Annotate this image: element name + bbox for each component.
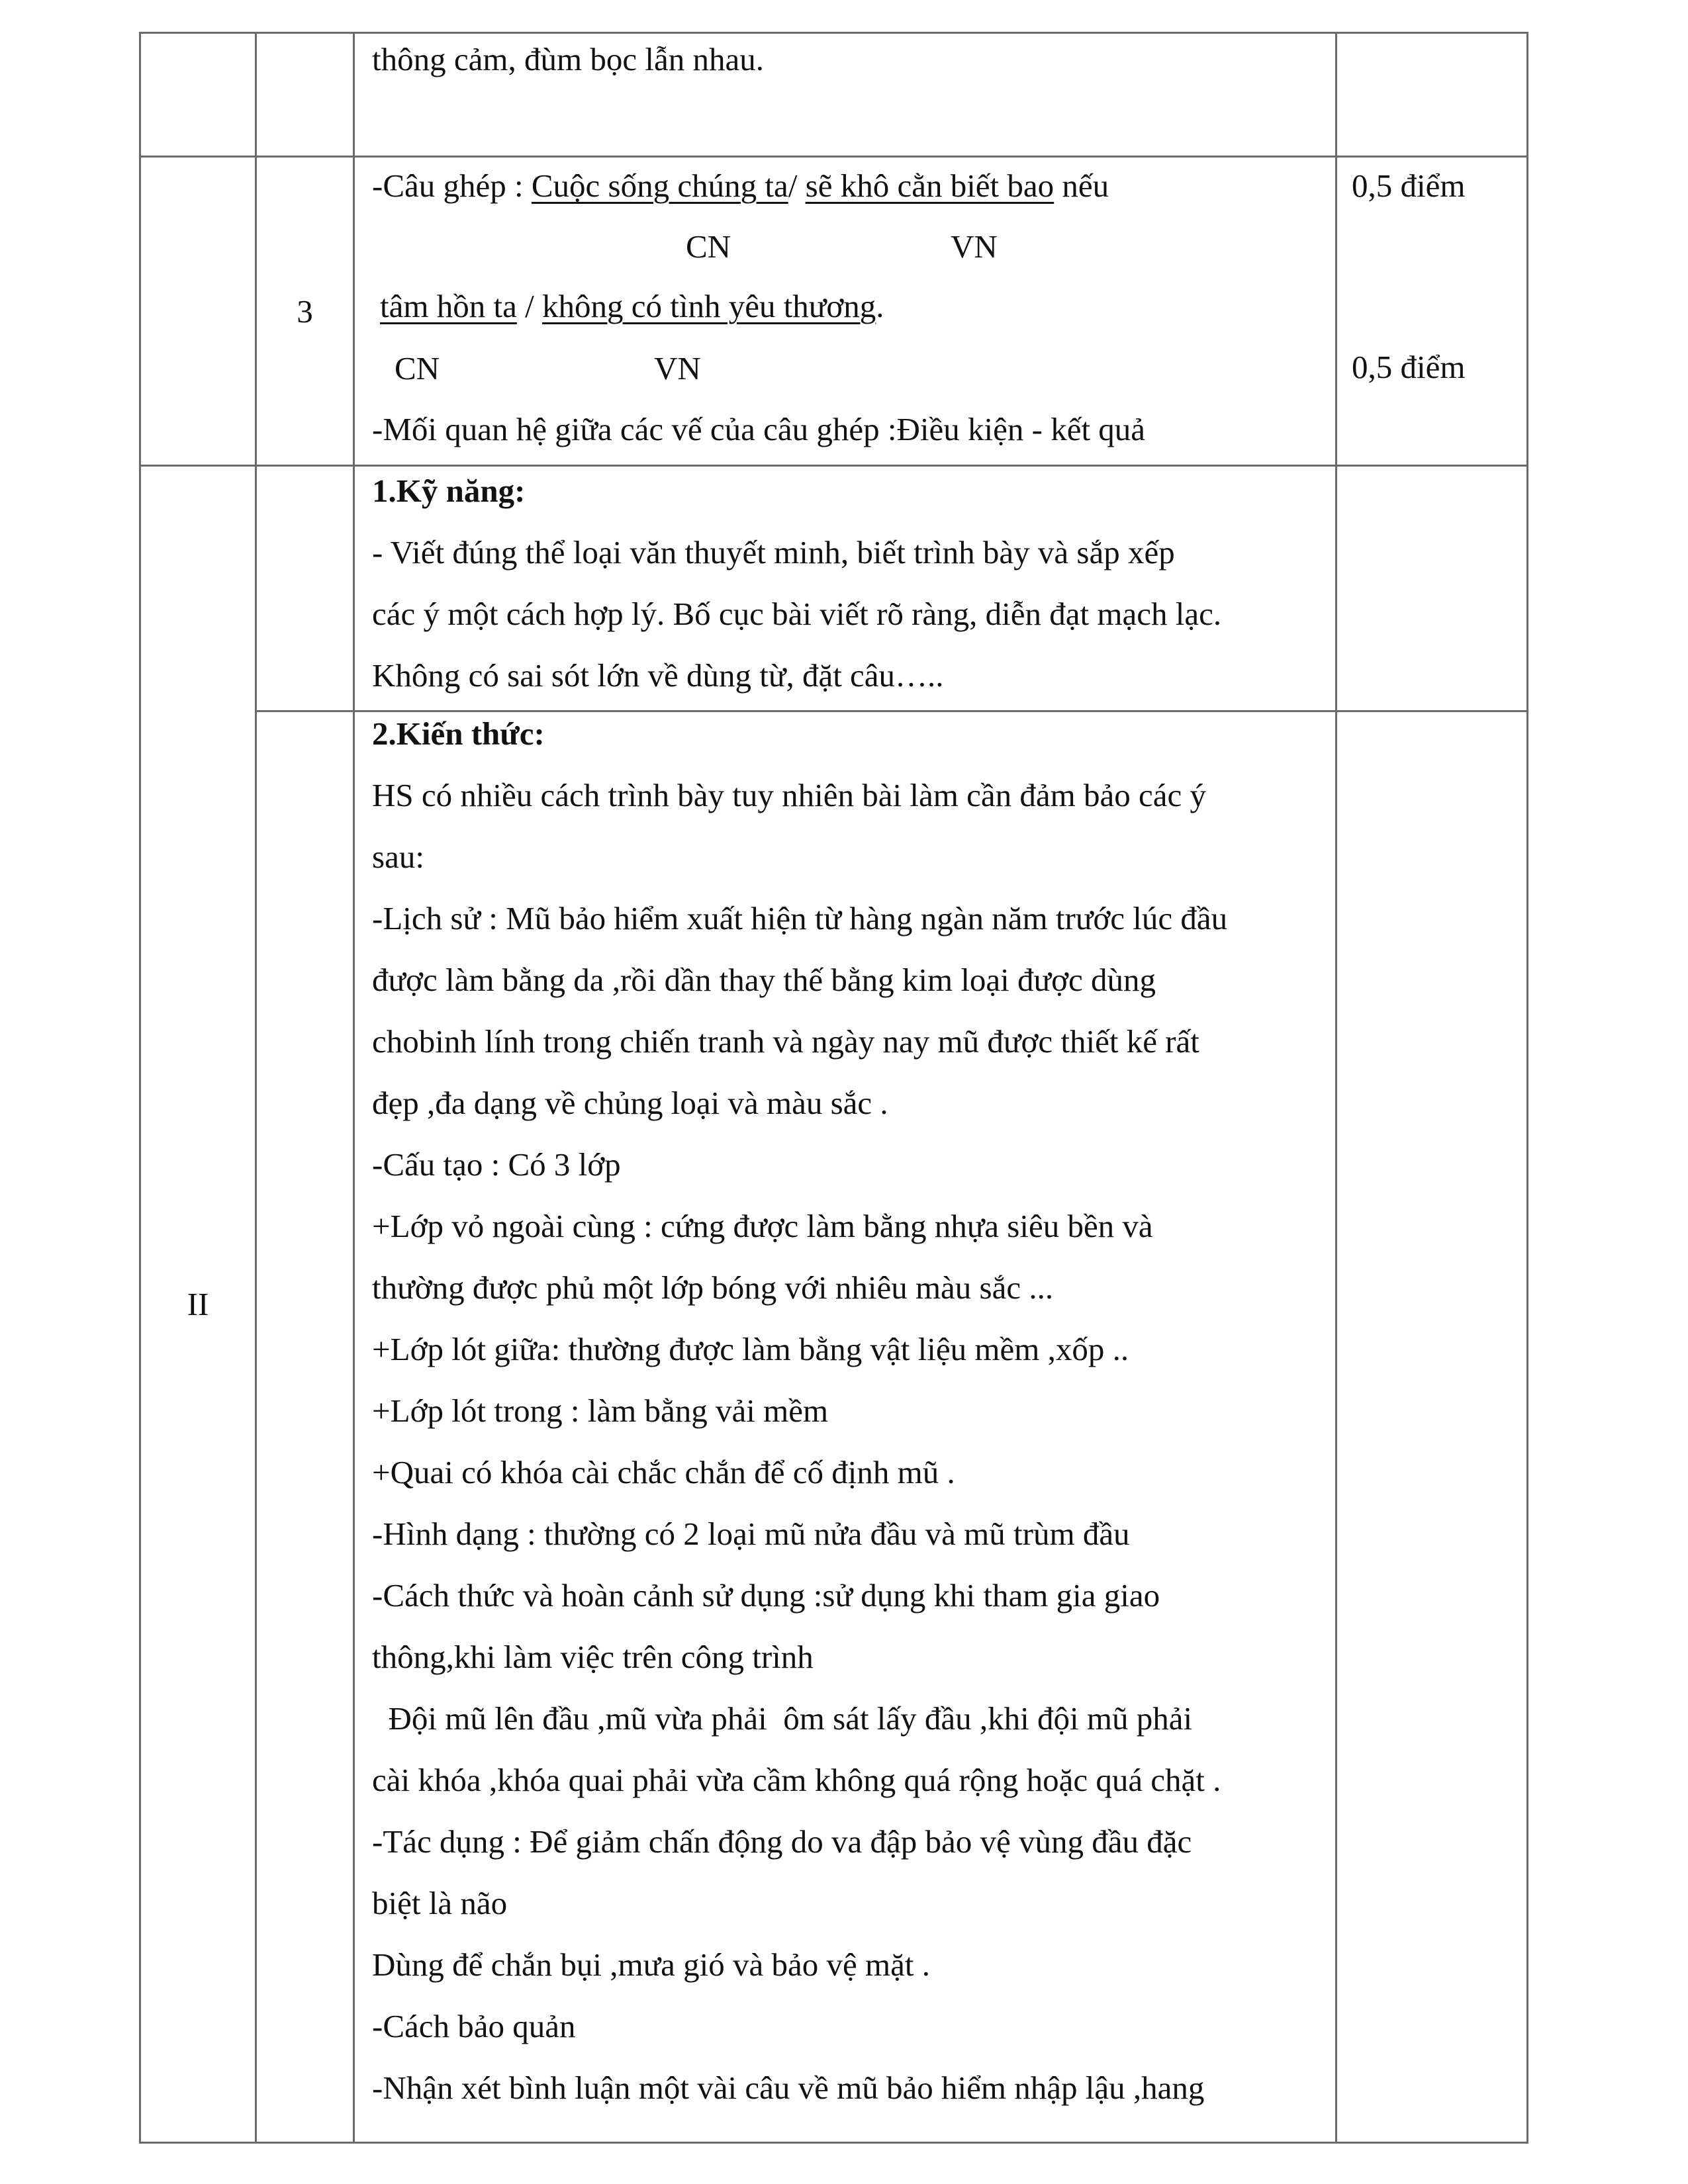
knowledge-line: -Tác dụng : Để giảm chấn động do va đập bảo vệ vùng đầu đặc bbox=[372, 1823, 1192, 1860]
knowledge-line: thường được phủ một lớp bóng với nhiêu màu sắc ... bbox=[372, 1269, 1054, 1306]
content-line: thông cảm, đùm bọc lẫn nhau. bbox=[372, 41, 764, 77]
knowledge-line: cài khóa ,khóa quai phải vừa cầm không quá rộng hoặc quá chặt . bbox=[372, 1762, 1221, 1799]
predicate-clause-1: sẽ khô cằn biết bao bbox=[805, 167, 1055, 204]
predicate-clause-2: không có tình yêu thương bbox=[541, 288, 876, 324]
knowledge-line: +Quai có khóa cài chắc chắn để cố định mũ . bbox=[372, 1454, 955, 1491]
compound-sentence-line-1: -Câu ghép : Cuộc sống chúng ta/ sẽ khô cằn biết bao nếu bbox=[372, 167, 1109, 204]
knowledge-line: -Nhận xét bình luận một vài câu về mũ bảo hiểm nhập lậu ,hang bbox=[372, 2070, 1205, 2107]
knowledge-line: -Lịch sử : Mũ bảo hiểm xuất hiện từ hàng ngàn năm trước lúc đầu bbox=[372, 900, 1228, 937]
knowledge-line: Dùng để chắn bụi ,mưa gió và bảo vệ mặt . bbox=[372, 1946, 931, 1983]
cell-number bbox=[256, 33, 354, 157]
compound-sentence-line-2: tâm hồn ta / không có tình yêu thương. bbox=[380, 288, 884, 324]
subject-clause-1: Cuộc sống chúng ta bbox=[531, 167, 788, 204]
cell-score bbox=[1336, 711, 1528, 2143]
knowledge-line: sau: bbox=[372, 839, 424, 876]
skills-line: - Viết đúng thể loại văn thuyết minh, biết trình bày và sắp xếp bbox=[372, 534, 1175, 570]
table-row-knowledge bbox=[140, 711, 1528, 2143]
table-row-skills bbox=[140, 466, 1528, 711]
cell-score bbox=[1336, 157, 1528, 466]
knowledge-line: -Cách bảo quản bbox=[372, 2008, 576, 2045]
skills-line: các ý một cách hợp lý. Bố cục bài viết rõ ràng, diễn đạt mạch lạc. bbox=[372, 596, 1222, 632]
cell-number bbox=[256, 711, 354, 2143]
clause-relation-line: -Mối quan hệ giữa các vế của câu ghép :Điều kiện - kết quả bbox=[372, 411, 1146, 447]
score-2: 0,5 điểm bbox=[1352, 349, 1466, 385]
knowledge-line: thông,khi làm việc trên công trình bbox=[372, 1639, 814, 1676]
knowledge-line: đẹp ,đa dạng về chủng loại và màu sắc . bbox=[372, 1085, 888, 1122]
subject-clause-2: tâm hồn ta bbox=[380, 288, 517, 324]
cell-section bbox=[140, 157, 256, 466]
cell-content bbox=[354, 157, 1336, 466]
label-vn-1: VN bbox=[951, 228, 998, 265]
knowledge-line: +Lớp lót trong : làm bằng vải mềm bbox=[372, 1392, 829, 1430]
cell-content bbox=[354, 33, 1336, 157]
knowledge-line: Đội mũ lên đầu ,mũ vừa phải ôm sát lấy đầu ,khi đội mũ phải bbox=[372, 1700, 1193, 1737]
knowledge-line: chobinh lính trong chiến tranh và ngày nay mũ được thiết kế rất bbox=[372, 1023, 1199, 1060]
knowledge-line: biệt là não bbox=[372, 1885, 508, 1922]
label-vn-2: VN bbox=[654, 350, 701, 387]
cell-content bbox=[354, 466, 1336, 711]
knowledge-line: +Lớp vỏ ngoài cùng : cứng được làm bằng nhựa siêu bền và bbox=[372, 1208, 1153, 1245]
skills-heading: 1.Kỹ năng: bbox=[372, 473, 526, 509]
skills-line: Không có sai sót lớn về dùng từ, đặt câu….. bbox=[372, 657, 944, 694]
table-row-continuation bbox=[140, 33, 1528, 157]
knowledge-line: HS có nhiều cách trình bày tuy nhiên bài làm cần đảm bảo các ý bbox=[372, 777, 1206, 814]
cell-score bbox=[1336, 466, 1528, 711]
label-cn-2: CN bbox=[395, 350, 440, 387]
knowledge-line: +Lớp lót giữa: thường được làm bằng vật liệu mềm ,xốp .. bbox=[372, 1331, 1129, 1368]
cell-score bbox=[1336, 33, 1528, 157]
knowledge-line: được làm bằng da ,rồi dần thay thế bằng kim loại được dùng bbox=[372, 962, 1156, 999]
knowledge-line: -Cấu tạo : Có 3 lớp bbox=[372, 1146, 621, 1183]
knowledge-heading: 2.Kiến thức: bbox=[372, 715, 545, 752]
cell-section bbox=[140, 33, 256, 157]
knowledge-line: -Hình dạng : thường có 2 loại mũ nửa đầu và mũ trùm đầu bbox=[372, 1516, 1130, 1553]
cell-number bbox=[256, 466, 354, 711]
cell-section bbox=[140, 466, 256, 2143]
cell-number bbox=[256, 157, 354, 466]
question-number: 3 bbox=[297, 293, 313, 330]
knowledge-line: -Cách thức và hoàn cảnh sử dụng :sử dụng khi tham gia giao bbox=[372, 1577, 1160, 1614]
cell-content bbox=[354, 711, 1336, 2143]
score-1: 0,5 điểm bbox=[1352, 167, 1466, 204]
section-number: II bbox=[187, 1286, 209, 1322]
table-row-question-3 bbox=[140, 157, 1528, 466]
label-cn-1: CN bbox=[686, 228, 731, 265]
grading-table bbox=[139, 32, 1528, 2144]
